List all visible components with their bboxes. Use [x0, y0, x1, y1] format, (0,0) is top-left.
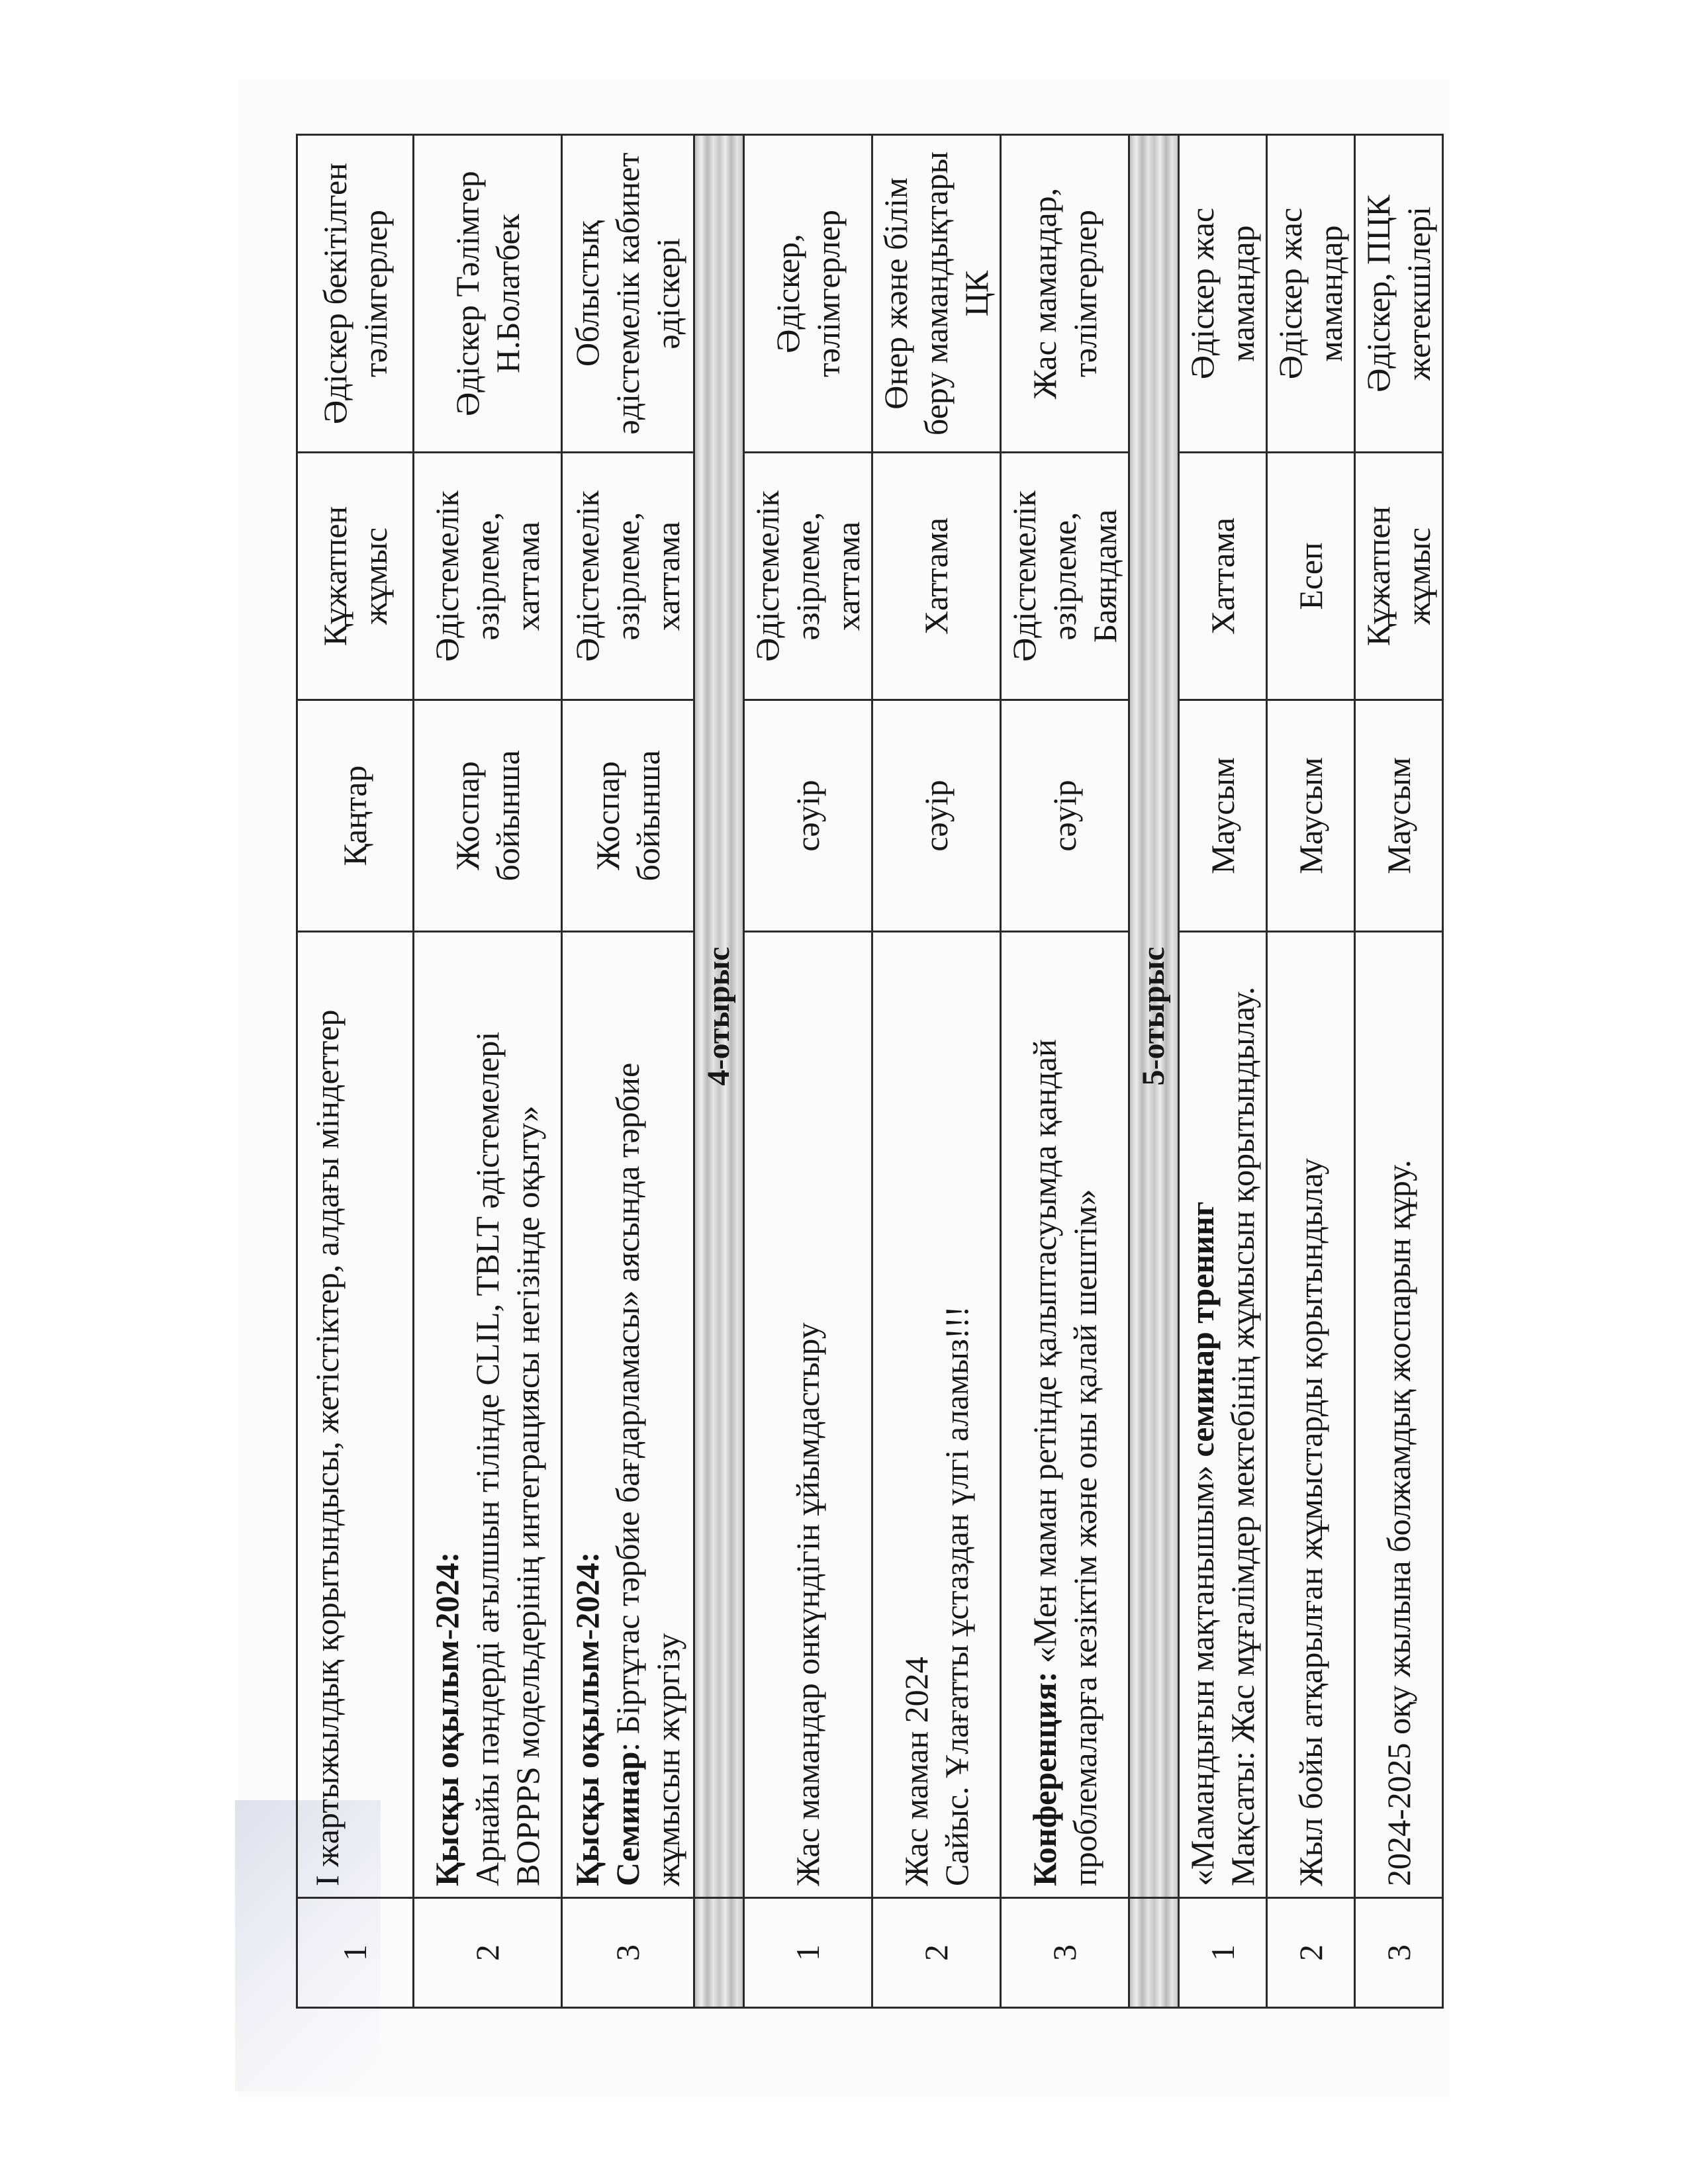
form-cell: Хаттама [872, 453, 1001, 700]
row-number: 3 [1355, 1898, 1443, 2008]
row-number: 2 [414, 1898, 562, 2008]
table-row [562, 135, 694, 2008]
section-header-row [1129, 135, 1179, 2008]
task-text: Мақсаты: Жас мұғалімдер мектебінің жұмысын қорытындылау. [1224, 986, 1261, 1886]
table-row [1267, 135, 1355, 2008]
task-cell: I жартыжылдық қорытындысы, жетістіктер, алдағы міндеттер [297, 932, 414, 1898]
time-cell: Маусым [1267, 700, 1355, 932]
task-cell [1001, 932, 1129, 1898]
time-cell: Қаңтар [297, 700, 414, 932]
task-cell: 2024-2025 оқу жылына болжамдық жоспарын құру. [1355, 932, 1443, 1898]
task-title: семинар тренинг [1184, 1201, 1221, 1457]
responsible-cell: Жас мамандар, тәлімгерлер [1001, 135, 1129, 453]
form-cell: Хаттама [1179, 453, 1267, 700]
task-type: Семинар [609, 1751, 646, 1886]
row-number: 2 [1267, 1898, 1355, 2008]
time-cell: Жоспар бойынша [414, 700, 562, 932]
time-cell: Жоспар бойынша [562, 700, 694, 932]
time-cell: Маусым [1179, 700, 1267, 932]
task-title: Қысқы оқылым-2024: [569, 1551, 606, 1886]
task-cell: Жас мамандар онкүндігін ұйымдастыру [744, 932, 872, 1898]
table-row [297, 135, 414, 2008]
responsible-cell: Өнер және білім беру мамандықтары ЦК [872, 135, 1001, 453]
form-cell: Есеп [1267, 453, 1355, 700]
task-text: Сайыс. Ұлағатты ұстаздан үлгі аламыз!!! [937, 1306, 975, 1886]
task-cell: Жыл бойы атқарылған жұмыстарды қорытындылау [1267, 932, 1355, 1898]
responsible-cell: Әдіскер, тәлімгерлер [744, 135, 872, 453]
task-cell [872, 932, 1001, 1898]
row-number: 3 [1001, 1898, 1129, 2008]
form-cell: Құжатпен жұмыс [297, 453, 414, 700]
responsible-cell: Облыстық әдістемелік кабинет әдіскері [562, 135, 694, 453]
task-title: Конференция: [1025, 1671, 1063, 1886]
row-number: 1 [297, 1898, 414, 2008]
task-text: : Біртұтас тәрбие бағдарламасы» аясында тәрбие жұмысын жүргізу [609, 1062, 686, 1886]
form-cell: Әдістемелік әзірлеме, хаттама [562, 453, 694, 700]
responsible-cell: Әдіскер жас мамандар [1267, 135, 1355, 453]
work-plan-table [296, 134, 1444, 2009]
section-header-row [694, 135, 744, 2008]
responsible-cell: Әдіскер Тәлімгер Н.Болатбек [414, 135, 562, 453]
row-number: 3 [562, 1898, 694, 2008]
form-cell: Әдістемелік әзірлеме, Баяндама [1001, 453, 1129, 700]
task-cell [414, 932, 562, 1898]
task-text: Арнайы пәндерді ағылшын тілінде CLIL, TBLT әдістемелері BOPPPS модельдерінің интеграциясы негізінде оқыту» [469, 1031, 546, 1886]
task-title: Қысқы оқылым-2024: [428, 1551, 465, 1886]
responsible-cell: Әдіскер жас мамандар [1179, 135, 1267, 453]
table-row [1355, 135, 1443, 2008]
task-cell [1179, 932, 1267, 1898]
rotated-plan-table [296, 136, 1437, 2009]
form-cell: Әдістемелік әзірлеме, хаттама [414, 453, 562, 700]
time-cell: сәуір [744, 700, 872, 932]
time-cell: сәуір [1001, 700, 1129, 932]
form-cell: Құжатпен жұмыс [1355, 453, 1443, 700]
table-row [872, 135, 1001, 2008]
time-cell: Маусым [1355, 700, 1443, 932]
time-cell: сәуір [872, 700, 1001, 932]
task-text: «Мамандығын мақтанышым» [1184, 1465, 1221, 1886]
task-text: Жас маман 2024 [897, 1657, 935, 1886]
responsible-cell: Әдіскер бекітілген тәлімгерлер [297, 135, 414, 453]
section-title: 5-отырыс [1129, 135, 1179, 1898]
row-number: 1 [744, 1898, 872, 2008]
table-row [744, 135, 872, 2008]
table-row [1001, 135, 1129, 2008]
task-text: «Мен маман ретінде қалыптасуымда қандай проблемаларға кезіктім және оны қалай шештім» [1025, 1039, 1103, 1886]
row-number: 1 [1179, 1898, 1267, 2008]
responsible-cell: Әдіскер, ПЦК жетекшілері [1355, 135, 1443, 453]
form-cell: Әдістемелік әзірлеме, хаттама [744, 453, 872, 700]
table-row [414, 135, 562, 2008]
table-row [1179, 135, 1267, 2008]
section-title: 4-отырыс [694, 135, 744, 1898]
row-number: 2 [872, 1898, 1001, 2008]
task-cell [562, 932, 694, 1898]
